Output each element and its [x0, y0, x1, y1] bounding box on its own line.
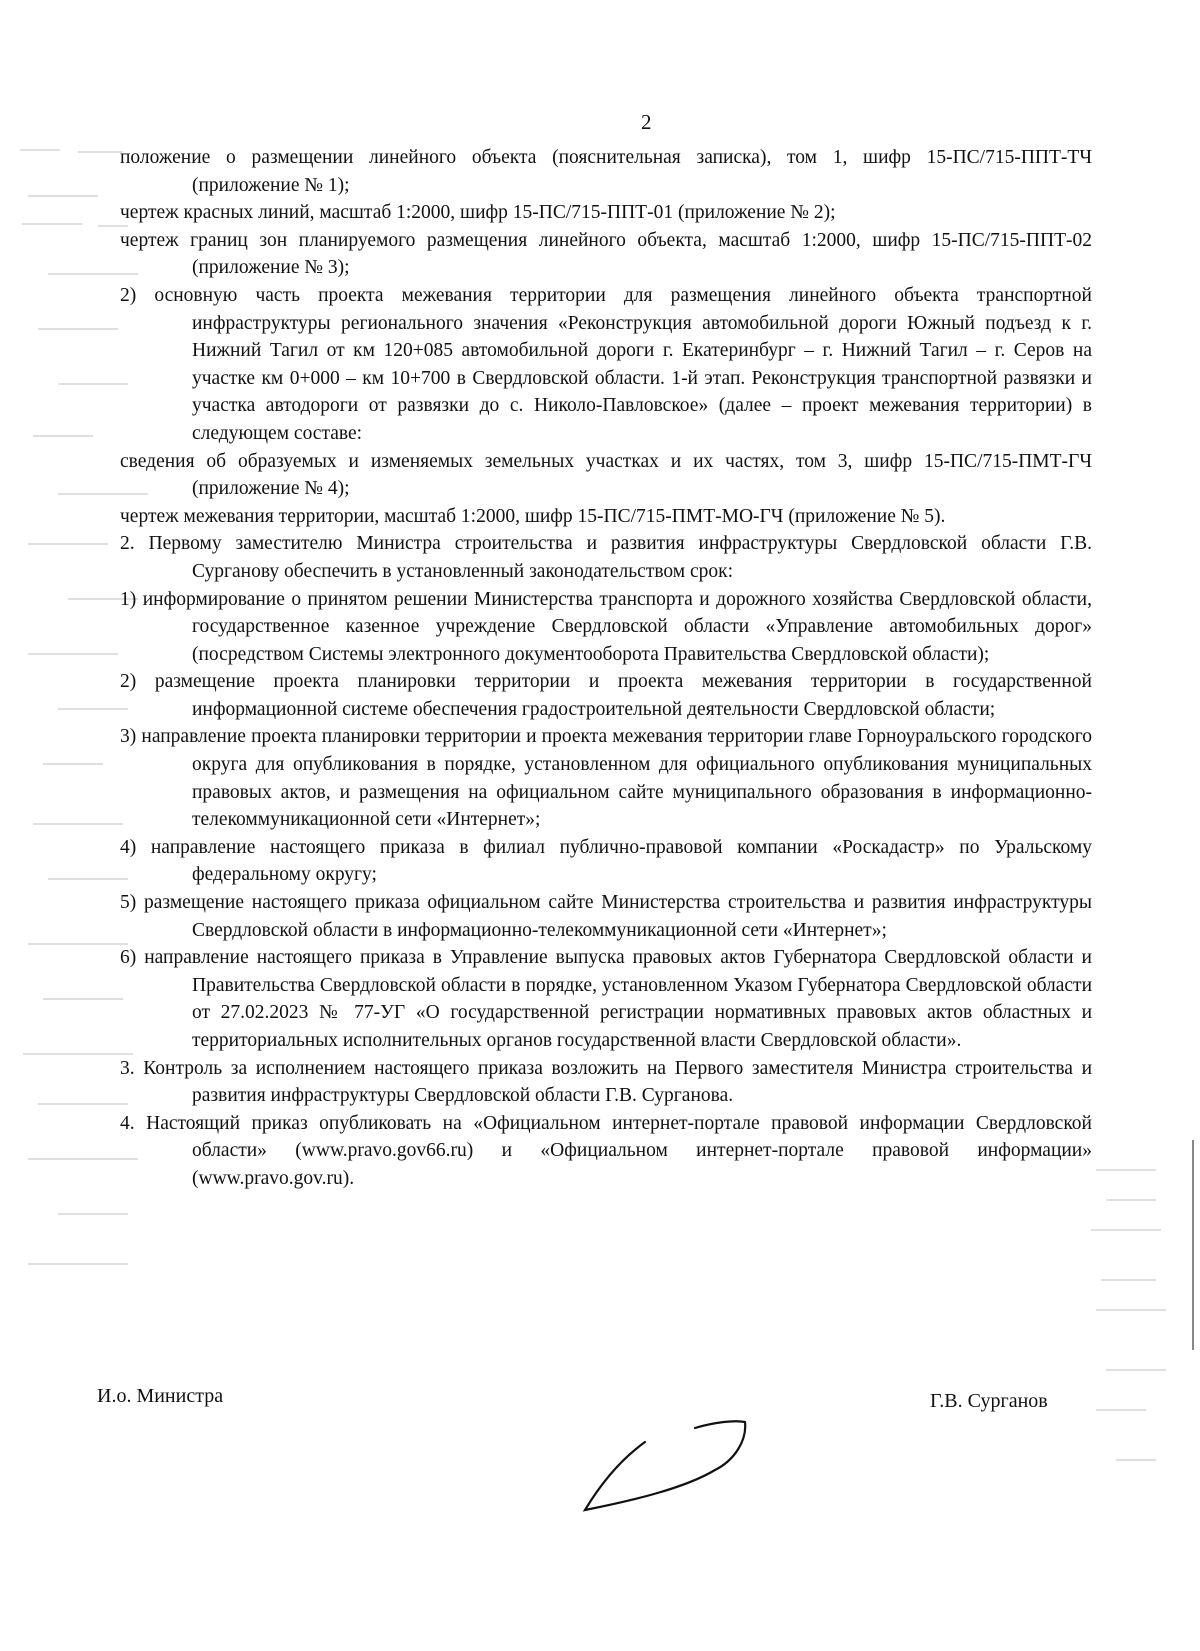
paragraph: 1) информирование о принятом решении Министерства транспорта и дорожного хозяйства Свердловской области, государственное казенное учреждение Свердловской области «Управление автомобильных дорог» (посредством Системы электронного документооборота Правительства Свердловской области); [120, 588, 1092, 665]
paragraph: чертеж границ зон планируемого размещения линейного объекта, масштаб 1:2000, шифр 15-ПС/715-ППТ-02 (приложение № 3); [120, 229, 1092, 279]
paragraph: 2) размещение проекта планировки территории и проекта межевания территории в государственной информационной системе обеспечения градостроительной деятельности Свердловской области; [120, 671, 1092, 720]
paragraph: 2. Первому заместителю Министра строительства и развития инфраструктуры Свердловской области Г.В. Сурганову обеспечить в установленный законодательством срок: [120, 533, 1092, 582]
handwritten-signature [575, 1400, 765, 1515]
paragraph: 4. Настоящий приказ опубликовать на «Официальном интернет-портале правовой информации Свердловской области» (www.pravo.gov66.ru) и «Официальном интернет-портале правовой информации» (www.pravo.gov.ru). [120, 1112, 1092, 1189]
paragraph: 6) направление настоящего приказа в Управление выпуска правовых актов Губернатора Свердловской области и Правительства Свердловской области в порядке, установленном Указом Губернатора Свердловской области от 27.02.2023 № 77-УГ «О государственной регистрации нормативных правовых актов областных и территориальных исполнительных органов государственной власти Свердловской области». [120, 947, 1092, 1051]
paragraph: 3) направление проекта планировки территории и проекта межевания территории главе Горноуральского городского округа для опубликования в порядке, установленном для официального опубликования муниципальных правовых актов, и размещения на официальном сайте муниципального образования в информационно-телекоммуникационной сети «Интернет»; [120, 726, 1092, 831]
paragraph: 2) основную часть проекта межевания территории для размещения линейного объекта транспортной инфраструктуры регионального значения «Реконструкция автомобильной дороги Южный подъезд к г. Нижний Тагил от км 120+085 автомобильной дороги г. Екатеринбург – г. Нижний Тагил – г. Серов на участке км 0+000 – км 10+700 в Свердловской области. 1-й этап. Реконструкция транспортной развязки и участка автодороги от развязки до с. Николо-Павловское» (далее – проект межевания территории) в следующем составе: [120, 284, 1092, 444]
paragraph: 5) размещение настоящего приказа официальном сайте Министерства строительства и развития инфраструктуры Свердловской области в информационно-телекоммуникационной сети «Интернет»; [120, 892, 1092, 941]
paragraph: чертеж межевания территории, масштаб 1:2000, шифр 15-ПС/715-ПМТ-МО-ГЧ (приложение № 5). [120, 505, 946, 527]
paragraph: 3. Контроль за исполнением настоящего приказа возложить на Первого заместителя Министра строительства и развития инфраструктуры Свердловской области Г.В. Сурганова. [120, 1057, 1092, 1107]
document-body [120, 144, 1092, 1193]
page-number: 2 [641, 110, 652, 134]
paragraph: сведения об образуемых и изменяемых земельных участках и их частях, том 3, шифр 15-ПС/715-ПМТ-ГЧ (приложение № 4); [120, 450, 1092, 500]
paragraph: 4) направление настоящего приказа в филиал публично-правовой компании «Роскадастр» по Уральскому федеральному округу; [120, 836, 1092, 886]
scan-right-margin-noise [1086, 1160, 1176, 1560]
paragraph: положение о размещении линейного объекта (пояснительная записка), том 1, шифр 15-ПС/715-ППТ-ТЧ (приложение № 1); [120, 147, 1092, 196]
signatory-role: И.о. Министра [97, 1385, 224, 1407]
signatory-name: Г.В. Сурганов [930, 1390, 1048, 1412]
paragraph: чертеж красных линий, масштаб 1:2000, шифр 15-ПС/715-ППТ-01 (приложение № 2); [120, 202, 836, 224]
scan-edge-line [1192, 1140, 1194, 1350]
